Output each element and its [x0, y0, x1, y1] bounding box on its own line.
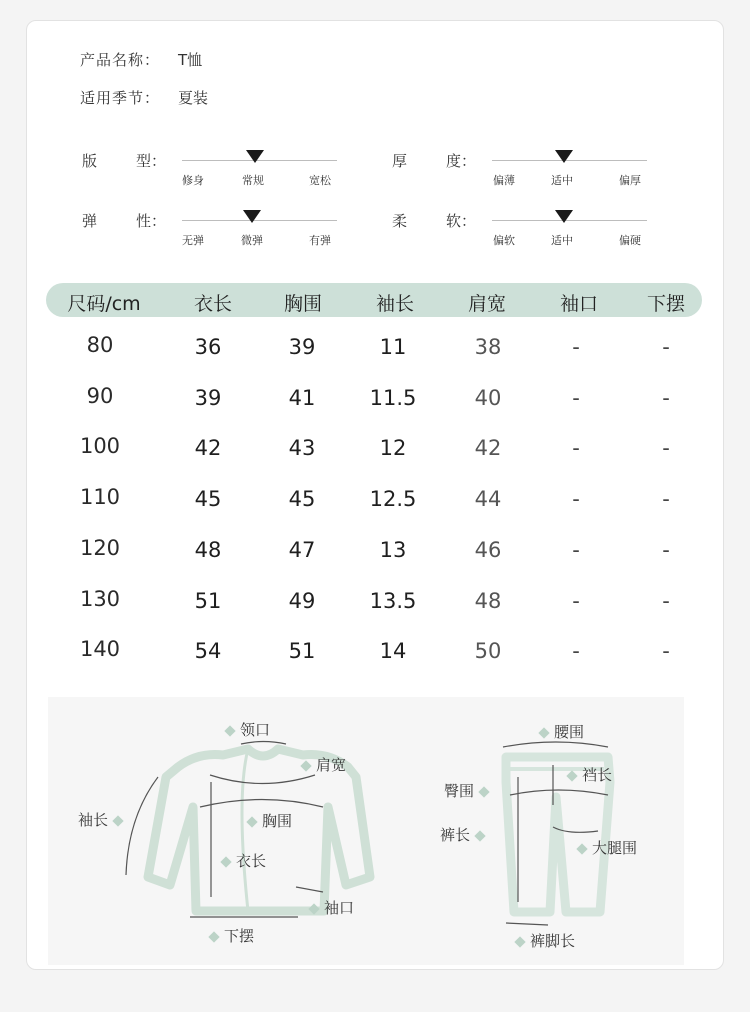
pants-length-label-text: 裤长 — [440, 826, 471, 844]
softness-marker-icon — [555, 210, 573, 223]
table-cell: 51 — [288, 639, 316, 664]
table-cell: 130 — [79, 586, 121, 611]
table-cell: 90 — [86, 383, 114, 408]
length-measure-label — [216, 850, 266, 871]
cuff-measure-label — [304, 897, 354, 918]
leg-opening-label-text: 裤脚长 — [530, 932, 576, 950]
fit-label-a: 版 — [82, 152, 98, 170]
rise-measure-label — [562, 764, 612, 785]
table-cell: 51 — [194, 588, 222, 613]
table-cell: 36 — [194, 335, 222, 359]
header-hem: 下摆 — [646, 293, 685, 315]
table-cell: 47 — [288, 537, 316, 562]
cuff-label-text: 袖口 — [324, 899, 355, 917]
fit-option-2: 常规 — [242, 174, 264, 187]
table-cell: - — [662, 588, 670, 613]
header-length: 衣长 — [193, 293, 232, 315]
softness-option-2: 适中 — [551, 234, 573, 247]
table-cell: 50 — [474, 639, 502, 664]
softness-label-a: 柔 — [392, 212, 408, 230]
size-table-header — [46, 283, 702, 317]
diamond-icon — [474, 830, 485, 841]
hem-measure-label — [204, 925, 254, 946]
table-cell: 120 — [79, 535, 121, 560]
table-cell: 44 — [474, 487, 502, 512]
thickness-label-b: 度： — [446, 152, 477, 170]
table-cell: - — [572, 436, 580, 461]
table-cell: 43 — [288, 436, 316, 461]
table-cell: 13.5 — [369, 588, 417, 613]
pants-length-measure-label — [440, 824, 490, 845]
softness-option-1: 偏软 — [493, 234, 515, 247]
table-cell: 13 — [379, 537, 407, 562]
table-cell: 45 — [194, 487, 222, 512]
sleeve-measure-label — [78, 809, 128, 830]
product-name-value: T恤 — [178, 51, 203, 69]
table-cell: - — [662, 639, 670, 664]
thickness-scale — [392, 152, 722, 212]
garment-illustration — [48, 697, 684, 965]
diamond-icon — [220, 856, 231, 867]
table-cell: 45 — [288, 487, 316, 512]
thickness-option-3: 偏厚 — [619, 174, 641, 187]
diamond-icon — [208, 931, 219, 942]
softness-option-3: 偏硬 — [619, 234, 641, 247]
product-name-row — [80, 49, 202, 70]
table-cell: 41 — [288, 385, 316, 410]
leg-opening-measure-label — [510, 930, 575, 951]
table-cell: 54 — [194, 639, 222, 664]
table-cell: 100 — [79, 434, 121, 459]
table-cell: 12 — [379, 436, 407, 461]
table-cell: - — [662, 335, 670, 359]
softness-scale — [392, 212, 722, 272]
thickness-option-1: 偏薄 — [493, 174, 515, 187]
diamond-icon — [112, 815, 123, 826]
collar-measure-label — [220, 719, 270, 740]
softness-label-b: 软： — [446, 212, 477, 230]
elasticity-option-2: 微弹 — [241, 234, 263, 247]
table-cell: 12.5 — [369, 487, 417, 512]
table-cell: 14 — [379, 639, 407, 664]
fit-marker-icon — [246, 150, 264, 163]
header-cuff: 袖口 — [559, 293, 598, 315]
shoulder-measure-label — [296, 754, 346, 775]
table-cell: - — [662, 385, 670, 410]
fit-option-1: 修身 — [182, 174, 204, 187]
table-cell: - — [572, 588, 580, 613]
table-cell: - — [662, 537, 670, 562]
table-cell: 38 — [474, 335, 502, 359]
diamond-icon — [246, 816, 257, 827]
diamond-icon — [576, 843, 587, 854]
table-cell: - — [572, 385, 580, 410]
elasticity-marker-icon — [243, 210, 261, 223]
table-cell: 11 — [379, 335, 407, 359]
elasticity-label-a: 弹 — [82, 212, 98, 230]
diamond-icon — [566, 770, 577, 781]
table-cell: - — [662, 487, 670, 512]
table-cell: 49 — [288, 588, 316, 613]
chest-measure-label — [242, 810, 292, 831]
table-cell: - — [572, 639, 580, 664]
measurement-diagram — [48, 697, 684, 965]
fit-scale — [82, 152, 412, 212]
elasticity-scale — [82, 212, 412, 272]
season-value: 夏装 — [178, 89, 209, 107]
thickness-option-2: 适中 — [551, 174, 573, 187]
elasticity-option-3: 有弹 — [309, 234, 331, 247]
table-cell: 48 — [474, 588, 502, 613]
table-cell: 39 — [194, 385, 222, 410]
table-cell: 46 — [474, 537, 502, 562]
thigh-label-text: 大腿围 — [592, 839, 638, 857]
table-cell: 11.5 — [369, 385, 417, 410]
diamond-icon — [478, 786, 489, 797]
header-chest: 胸围 — [283, 293, 322, 315]
thickness-marker-icon — [555, 150, 573, 163]
hip-label-text: 臀围 — [444, 782, 475, 800]
thigh-measure-label — [572, 837, 637, 858]
table-cell: 42 — [474, 436, 502, 461]
table-cell: - — [572, 487, 580, 512]
table-cell: 42 — [194, 436, 222, 461]
diamond-icon — [308, 903, 319, 914]
rise-label-text: 裆长 — [582, 766, 613, 784]
fit-label-b: 型： — [136, 152, 167, 170]
table-cell: 80 — [86, 333, 114, 357]
table-cell: 110 — [79, 485, 121, 510]
product-name-label: 产品名称： — [80, 51, 161, 69]
table-cell: 140 — [79, 637, 121, 662]
sleeve-label-text: 袖长 — [78, 811, 109, 829]
hem-label-text: 下摆 — [224, 927, 255, 945]
waist-label-text: 腰围 — [554, 723, 585, 741]
table-cell: 40 — [474, 385, 502, 410]
diamond-icon — [538, 727, 549, 738]
elasticity-option-1: 无弹 — [182, 234, 204, 247]
table-cell: - — [572, 335, 580, 359]
diamond-icon — [514, 936, 525, 947]
elasticity-label-b: 性： — [136, 212, 167, 230]
header-shoulder: 肩宽 — [467, 293, 506, 315]
table-cell: 39 — [288, 335, 316, 359]
length-label-text: 衣长 — [236, 852, 267, 870]
season-row — [80, 87, 208, 108]
diamond-icon — [300, 760, 311, 771]
collar-label-text: 领口 — [240, 721, 271, 739]
header-sleeve: 袖长 — [375, 293, 414, 315]
shoulder-label-text: 肩宽 — [316, 756, 347, 774]
table-cell: - — [662, 436, 670, 461]
chest-label-text: 胸围 — [262, 812, 293, 830]
hip-measure-label — [444, 780, 494, 801]
diamond-icon — [224, 725, 235, 736]
thickness-label-a: 厚 — [392, 152, 408, 170]
table-cell: 48 — [194, 537, 222, 562]
fit-option-3: 宽松 — [309, 174, 331, 187]
header-size: 尺码/cm — [67, 293, 141, 315]
table-cell: - — [572, 537, 580, 562]
waist-measure-label — [534, 721, 584, 742]
season-label: 适用季节： — [80, 89, 161, 107]
